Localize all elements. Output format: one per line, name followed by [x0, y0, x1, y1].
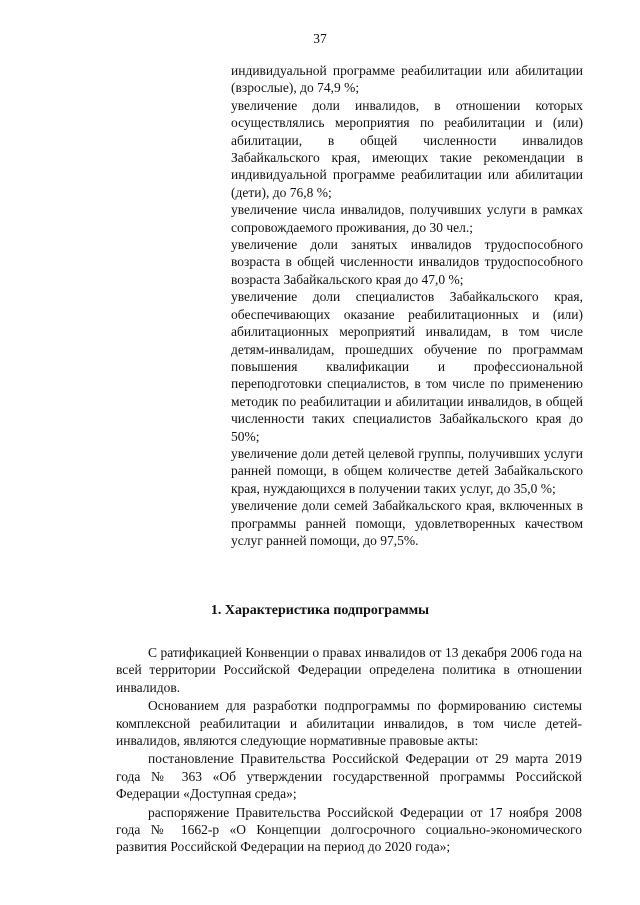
body-paragraph: Основанием для разработки подпрограммы по формированию системы комплексной реабилитации и абилитации инвалидов, в том числе детей-инвалидов, являются следующие нормативные правовые акты: — [116, 698, 582, 749]
goal-item: увеличение доли специалистов Забайкальского края, обеспечивающих оказание реабилитационных и (или) абилитационных мероприятий инвалидам, в том числе детям-инвалидам, прошедших обучение по программам повышения квалификации и профессиональной переподготовки специалистов, в том числе по применению методик по реабилитации и абилитации инвалидов, в общей численности таких специалистов Забайкальского края до 50%; — [231, 289, 583, 444]
page-number: 37 — [313, 31, 327, 46]
goal-item: индивидуальной программе реабилитации или абилитации (взрослые), до 74,9 %; — [231, 63, 583, 96]
goals-list — [231, 62, 583, 549]
goal-item: увеличение доли семей Забайкальского края, включенных в программы ранней помощи, удовлетворенных качеством услуг ранней помощи, до 97,5%. — [231, 498, 583, 548]
body-paragraph: распоряжение Правительства Российской Федерации от 17 ноября 2008 года № 1662-р «О Концепции долгосрочного социально-экономического развития Российской Федерации на период до 2020 года»; — [116, 804, 582, 855]
goal-item: увеличение доли детей целевой группы, получивших услуги ранней помощи, в общем количестве детей Забайкальского края, нуждающихся в получении таких услуг, до 35,0 %; — [231, 445, 583, 496]
goal-item: увеличение числа инвалидов, получивших услуги в рамках сопровождаемого проживания, до 30 чел.; — [231, 202, 583, 235]
body-paragraph: С ратификацией Конвенции о правах инвалидов от 13 декабря 2006 года на всей территории Российской Федерации определена политика в отношении инвалидов. — [116, 645, 582, 695]
section-title: 1. Характеристика подпрограммы — [210, 603, 430, 618]
section-body — [116, 644, 582, 856]
goal-item: увеличение доли занятых инвалидов трудоспособного возраста в общей численности инвалидов трудоспособного возраста Забайкальского края до 47,0 %; — [231, 237, 583, 287]
goal-item: увеличение доли инвалидов, в отношении которых осуществлялись мероприятия по реабилитации и (или) абилитации, в общей численности инвалидов Забайкальского края, имеющих такие рекомендации в индивидуальной программе реабилитации или абилитации (дети), до 76,8 %; — [231, 97, 583, 200]
body-paragraph: постановление Правительства Российской Федерации от 29 марта 2019 года № 363 «Об утверждении государственной программы Российской Федерации «Доступная среда»; — [116, 751, 582, 802]
